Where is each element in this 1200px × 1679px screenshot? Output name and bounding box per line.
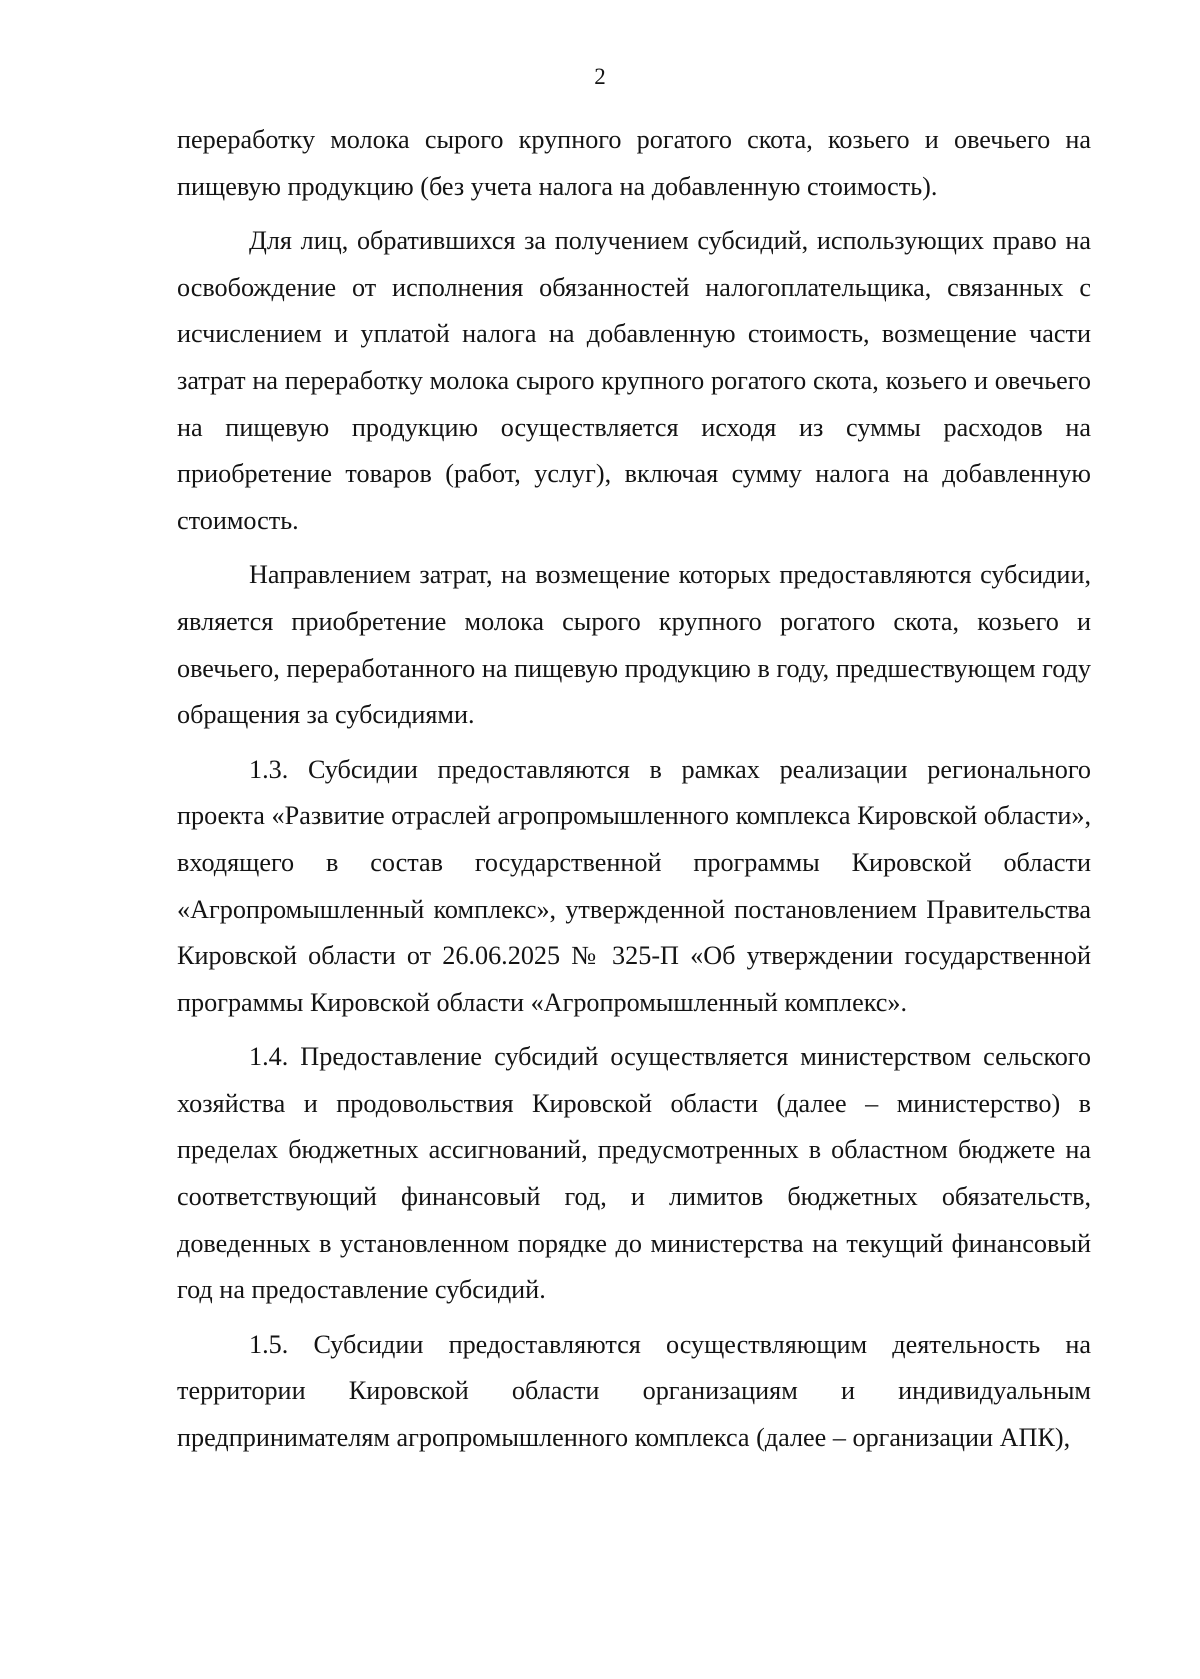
- paragraph-1-3: 1.3. Субсидии предоставляются в рамках реализации регионального проекта «Развитие отраслей агропромышленного комплекса Кировской области», входящего в состав государственной программы Кировской области «Агропромышленный комплекс», утвержденной постановлением Правительства Кировской области от 26.06.2025 № 325-П «Об утверждении государственной программы Кировской области «Агропромышленный комплекс».: [177, 754, 1091, 1017]
- paragraph-1-4: 1.4. Предоставление субсидий осуществляется министерством сельского хозяйства и продовольствия Кировской области (далее – министерство) в пределах бюджетных ассигнований, предусмотренных в областном бюджете на соответствующий финансовый год, и лимитов бюджетных обязательств, доведенных в установленном порядке до министерства на текущий финансовый год на предоставление субсидий.: [177, 1042, 1091, 1305]
- page-number: 2: [594, 64, 606, 89]
- document-body: [177, 117, 1091, 1462]
- paragraph-cost-direction: Направлением затрат, на возмещение которых предоставляются субсидии, является приобретение молока сырого крупного рогатого скота, козьего и овечьего, переработанного на пищевую продукцию в году, предшествующем году обращения за субсидиями.: [177, 560, 1091, 730]
- paragraph-1-5: 1.5. Субсидии предоставляются осуществляющим деятельность на территории Кировской области организациям и индивидуальным предпринимателям агропромышленного комплекса (далее – организации АПК),: [177, 1329, 1091, 1453]
- paragraph-vat-exempt: Для лиц, обратившихся за получением субсидий, использующих право на освобождение от исполнения обязанностей налогоплательщика, связанных с исчислением и уплатой налога на добавленную стоимость, возмещение части затрат на переработку молока сырого крупного рогатого скота, козьего и овечьего на пищевую продукцию осуществляется исходя из суммы расходов на приобретение товаров (работ, услуг), включая сумму налога на добавленную стоимость.: [177, 226, 1091, 535]
- paragraph-continuation: переработку молока сырого крупного рогатого скота, козьего и овечьего на пищевую продукцию (без учета налога на добавленную стоимость).: [177, 125, 1091, 201]
